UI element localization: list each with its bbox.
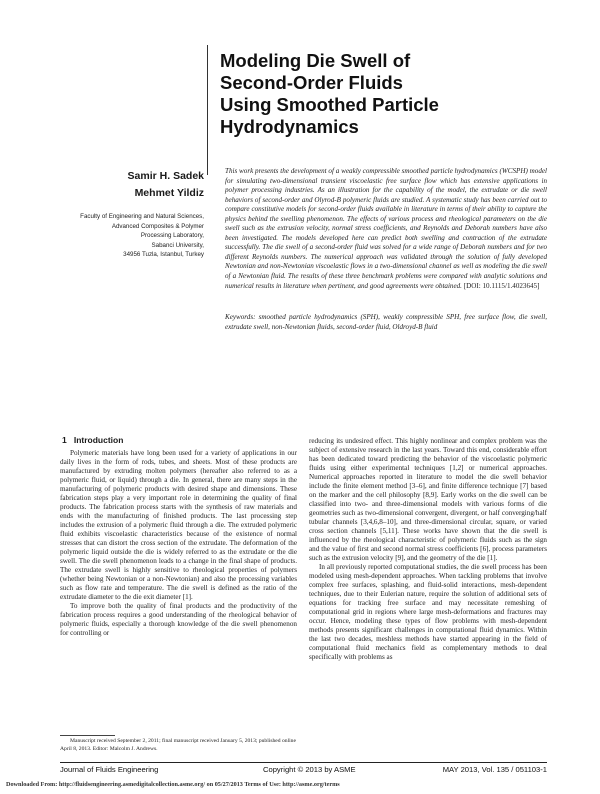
- author-name: Samir H. Sadek: [127, 170, 204, 182]
- body-paragraph: In all previously reported computational studies, the die swell process has been modeled using mesh-dependent approaches. When tackling problems that involve complex free surfaces, splashing, and fluid-solid interactions, mesh-dependent techniques, due to their Eulerian nature, require the solution of additional sets of equations for tracking free surface and may necessitate remeshing of computational grid in regions where large mesh-deformations and fractures may occur. Hence, modeling these types of flow problems with mesh-dependent methods presents significant challenges in computational fluid dynamics. Within the last two decades, meshless methods have started appearing in the field of computational fluid mechanics field as complementary methods to deal specifically with problems as: [309, 563, 547, 661]
- affiliation-line: Processing Laboratory,: [140, 232, 204, 240]
- affiliation-line: Sabanci University,: [151, 241, 204, 249]
- section-heading: [62, 435, 123, 445]
- author-name: Mehmet Yildiz: [134, 187, 204, 199]
- section-number: 1: [62, 435, 67, 445]
- affiliation-line: 34956 Tuzla, Istanbul, Turkey: [123, 251, 204, 259]
- body-column-right: [309, 437, 547, 662]
- title-line: Modeling Die Swell of: [220, 50, 411, 71]
- paper-title: [220, 50, 540, 138]
- body-paragraph: reducing its undesired effect. This highly nonlinear and complex problem was the subject of extensive research in the last years. Toward this end, considerable effort has been dedicated toward predicting the behavior of the viscoelastic polymeric fluids using either experimental techniques [1,2] or numerical approaches. Numerical approaches reported in literature to model the die swell behavior include the finite element method [3–6], and finite difference technique [7] based on the marker and the cell philosophy [8,9]. Early works on the die swell can be classified into two- and three-dimensional models with various forms of die geometries such as two-dimensional convergent, divergent, or half converging/half tubular channels [3,4,6,8–10], and three-dimensional circular, square, or varied cross section channels [5,11]. These works have shown that the die swell is influenced by the rheological characteristic of polymeric fluids such as the sign and the value of first and second normal stress coefficients [6], process parameters such as the extrusion velocity [9], and the geometry of the die [1].: [309, 437, 547, 562]
- title-line: Using Smoothed Particle: [220, 94, 439, 115]
- doi-link[interactable]: [DOI: 10.1115/1.4023645]: [463, 281, 540, 290]
- footnote-rule: [60, 735, 115, 736]
- title-line: Second-Order Fluids: [220, 72, 403, 93]
- affiliation-line: Faculty of Engineering and Natural Sciences,: [80, 213, 204, 220]
- download-notice: Downloaded From: http://fluidsengineering.asmedigitalcollection.asme.org/ on 05/27/2013 Terms of Use: http://asme.org/terms: [6, 781, 340, 788]
- issue-info: MAY 2013, Vol. 135 / 051103-1: [442, 765, 547, 774]
- affiliation-line: Advanced Composites & Polymer: [111, 222, 204, 230]
- author-list: [128, 168, 204, 202]
- abstract-text: This work presents the development of a weakly compressible smoothed particle hydrodynamics (WCSPH) model for simulating two-dimensional transient viscoelastic free surface flow which has extensive applications in polymer processing industries. As an illustration for the capability of the model, the extrudate or die swell behaviors of second-order and Olyrod-B polymeric fluids are studied. A systematic study has been carried out to compare constitutive models for second-order fluids available in literature in terms of their ability to capture the physics behind the swelling phenomenon. The effects of various process and rheological parameters on the die swell such as the extrusion velocity, normal stress coefficients, and Reynolds and Deborah numbers have also been investigated. The models developed here can predict both swelling and contraction of the extrudate successfully. The die swell of a second-order fluid was solved for a wide range of Deborah numbers and for two different Reynolds numbers. The numerical approach was validated through the solution of fully developed Newtonian and non-Newtonian viscoelastic flows in a two-dimensional channel as well as modeling the die swell of a Newtonian fluid. The results of these three benchmark problems were compared with analytic solutions and numerical results in literature when pertinent, and good agreements were obtained.: [225, 167, 547, 290]
- abstract: [225, 167, 547, 291]
- title-rule: [207, 45, 208, 175]
- footnote: Manuscript received September 2, 2011; final manuscript received January 5, 2013; published online April 8, 2013. Editor: Malcolm J. Andrews.: [60, 738, 296, 752]
- title-line: Hydrodynamics: [220, 116, 359, 137]
- body-paragraph: Polymeric materials have long been used for a variety of applications in our daily lives in the form of rods, tubes, and sheets. Most of these products are manufactured by extruding molten polymers (hereafter also referred to as a polymeric fluid, or liquid) through a die. In general, there are many steps in the manufacturing of polymeric products with desired shape and dimensions. These fabrication steps play a very important role in determining the quality of final products. The fabrication process starts with the synthesis of raw materials and ends with the manufacturing of finished products. The last processing step includes the extrusion of a polymeric fluid through a die. The extruded polymeric fluid exhibits viscoelastic characteristics because of the existence of normal stresses that can distort the cross section of the extrudate. The deformation of the polymeric liquid outside the die is widely referred to as the extrudate or the die swell. The die swell phenomenon leads to a change in the final shape of products. The extrudate swell is highly sensitive to rheological properties of polymers (whether being Newtonian or a non-Newtonian) and also the processing variables such as flow rate and temperature. The die swell is defined as the ratio of the extrudate diameter to the die exit diameter [1].: [60, 449, 297, 601]
- body-paragraph: To improve both the quality of final products and the productivity of the fabrication process requires a good understanding of the rheological behavior of polymeric fluids, especially a thorough knowledge of the die swell phenomenon for controlling or: [60, 602, 297, 637]
- keywords: Keywords: smoothed particle hydrodynamics (SPH), weakly compressible SPH, free surface flow, die swell, extrudate swell, non-Newtonian fluids, second-order fluid, Oldroyd-B fluid: [225, 313, 547, 331]
- copyright: Copyright © 2013 by ASME: [263, 765, 356, 774]
- footer-rule: [60, 762, 547, 763]
- section-title: Introduction: [73, 435, 124, 445]
- affiliation: [80, 212, 204, 260]
- journal-name: Journal of Fluids Engineering: [60, 765, 159, 774]
- body-column-left: [60, 449, 297, 638]
